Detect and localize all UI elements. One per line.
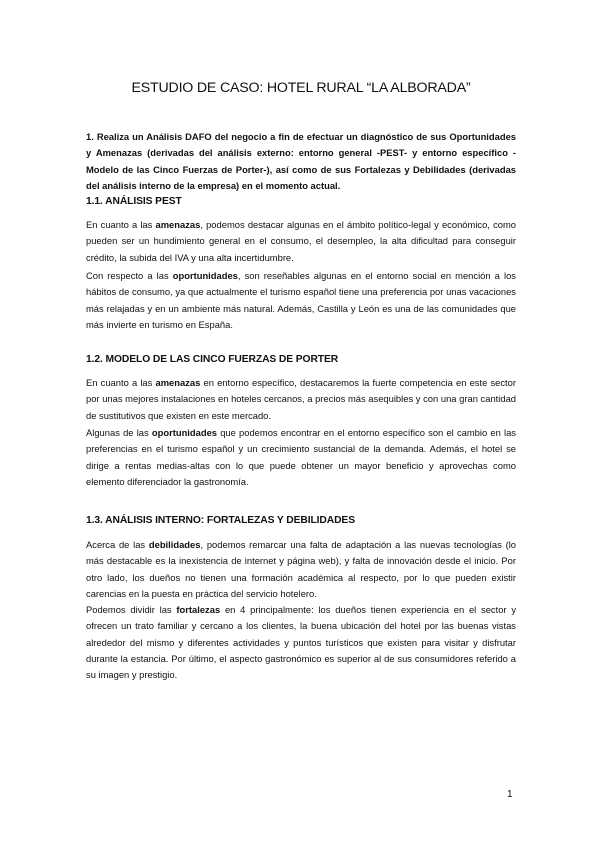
paragraph-bold-term: oportunidades bbox=[151, 427, 217, 438]
paragraph-text: En cuanto a las bbox=[86, 377, 156, 388]
intro-number: 1. bbox=[86, 131, 94, 142]
pest-amenazas-paragraph bbox=[86, 217, 516, 266]
paragraph-text: que podemos encontrar en el entorno específico son el cambio en las preferencias en el turismo español y un crecimiento sustancial de la demanda. Además, el hotel se dirige a rentas medias-altas con lo que puede obtener un mayor beneficio y aprovechas como elemento diferenciador la gastronomía. bbox=[86, 427, 516, 487]
paragraph-text: , podemos remarcar una falta de adaptación a las nuevas tecnologías (lo más destacable es la inexistencia de internet y página web), y falta de innovación desde el inicio. Por otro lado, los dueños no tienen una formación académica al respecto, por lo que pueden existir carencias en la puesta en práctica del servicio hotelero. bbox=[86, 539, 516, 599]
paragraph-text: Con respecto a las bbox=[86, 270, 173, 281]
paragraph-text: , podemos destacar algunas en el ámbito político-legal y económico, como pueden ser un hundimiento general en el consumo, el desempleo, la alta dificultad para conseguir crédito, la subida del IVA y una alta incertidumbre. bbox=[86, 219, 516, 263]
paragraph-text: Podemos dividir las bbox=[86, 604, 177, 615]
paragraph-bold-term: amenazas bbox=[155, 219, 201, 230]
paragraph-text: En cuanto a las bbox=[86, 219, 156, 230]
intro-paragraph bbox=[86, 129, 516, 194]
intro-text: Realiza un Análisis DAFO del negocio a fin de efectuar un diagnóstico de sus Oportunidades y Amenazas (derivadas del análisis externo: entorno general -PEST- y entorno específico -Modelo de las Cinco Fuerzas de Porter-), así como de sus Fortalezas y Debilidades (derivadas del análisis interno de la empresa) en el momento actual. bbox=[86, 131, 517, 191]
interno-debilidades-paragraph bbox=[86, 537, 516, 602]
paragraph-text: , son reseñables algunas en el entorno social en mención a los hábitos de consumo, ya que actualmente el turismo español tiene una preferencia por unas vacaciones más relajadas y en un ambiente más natural. Además, Castilla y León es una de las comunidades que más invierte en turismo en España. bbox=[86, 270, 516, 330]
paragraph-bold-term: oportunidades bbox=[172, 270, 238, 281]
paragraph-text: Algunas de las bbox=[86, 427, 152, 438]
interno-fortalezas-paragraph bbox=[86, 602, 516, 683]
paragraph-bold-term: amenazas bbox=[155, 377, 201, 388]
paragraph-text: en entorno específico, destacaremos la fuerte competencia en este sector por unas mejores instalaciones en hoteles cercanos, a precios más asequibles y con una gran cantidad de sustitutivos que existen en este mercado. bbox=[86, 377, 516, 421]
paragraph-bold-term: fortalezas bbox=[176, 604, 221, 615]
section-heading-interno: 1.3. ANÁLISIS INTERNO: FORTALEZAS Y DEBILIDADES bbox=[86, 515, 355, 526]
porter-oportunidades-paragraph bbox=[86, 425, 516, 490]
porter-amenazas-paragraph bbox=[86, 375, 516, 424]
section-heading-pest: 1.1. ANÁLISIS PEST bbox=[86, 196, 182, 207]
paragraph-text: en 4 principalmente: los dueños tienen experiencia en el sector y ofrecen un trato familiar y cercano a los clientes, la buena ubicación del hotel por las buenas vistas alrededor del mismo y diferentes actividades y puntos turísticos que existen para visitar y disfrutar durante la estancia. Por último, el aspecto gastronómico es superior al de sus consumidores referido a su imagen y prestigio. bbox=[86, 604, 517, 681]
section-heading-porter: 1.2. MODELO DE LAS CINCO FUERZAS DE PORTER bbox=[86, 354, 339, 365]
pest-oportunidades-paragraph bbox=[86, 268, 516, 333]
paragraph-text: Acerca de las bbox=[86, 539, 149, 550]
document-title: ESTUDIO DE CASO: HOTEL RURAL “LA ALBORADA” bbox=[131, 80, 471, 96]
paragraph-bold-term: debilidades bbox=[148, 539, 201, 550]
page-number: 1 bbox=[507, 789, 513, 800]
